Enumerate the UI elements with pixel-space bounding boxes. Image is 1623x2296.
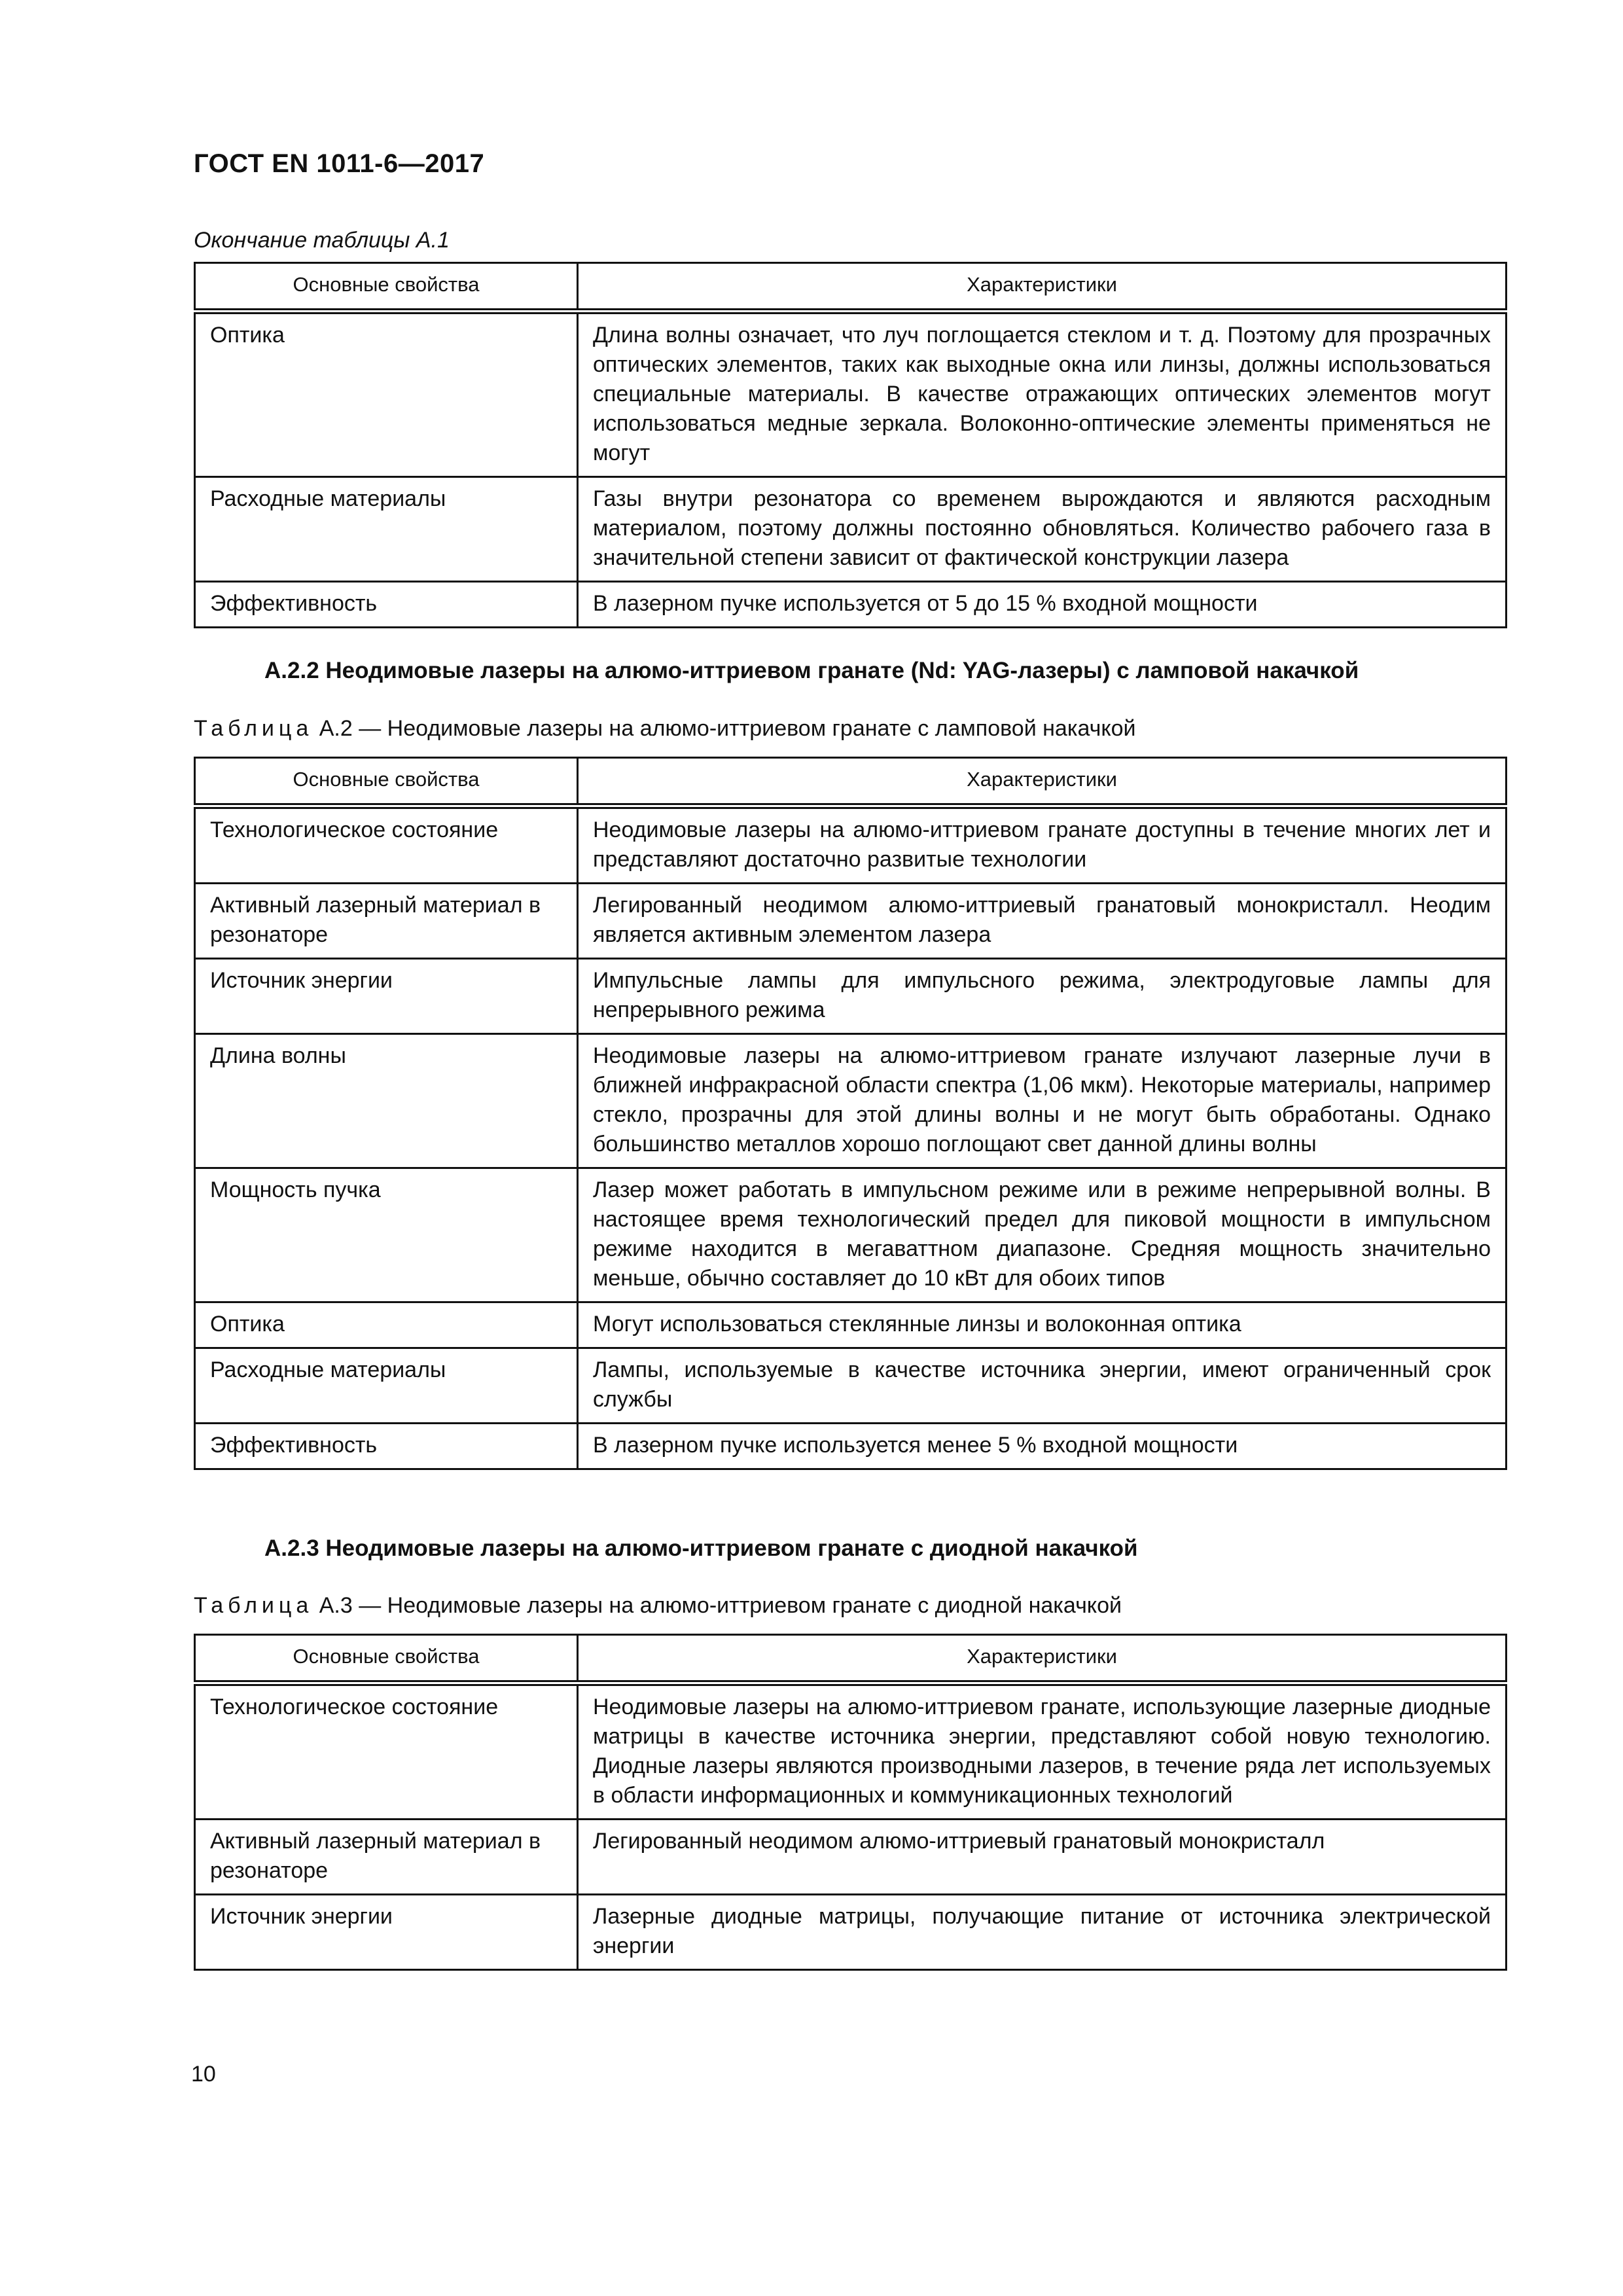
table-row: [195, 959, 1507, 1034]
table-a2: [194, 757, 1507, 1470]
column-header-characteristics: Характеристики: [578, 1635, 1507, 1683]
document-header: ГОСТ EN 1011-6—2017: [194, 149, 485, 178]
table-caption-prefix: Таблица: [194, 716, 313, 741]
table-row: [195, 806, 1507, 884]
column-header-characteristics: Характеристики: [578, 758, 1507, 806]
description-cell: Импульсные лампы для импульсного режима, электродуговые лампы для непрерывного режима: [578, 959, 1507, 1034]
table-a3: [194, 1634, 1507, 1971]
property-cell: Активный лазерный материал в резонаторе: [195, 1820, 578, 1895]
table-row: [195, 312, 1507, 477]
property-cell: Эффективность: [195, 582, 578, 628]
description-cell: Легированный неодимом алюмо-иттриевый гранатовый монокристалл: [578, 1820, 1507, 1895]
description-cell: Газы внутри резонатора со временем вырождаются и являются расходным материалом, поэтому должны постоянно обновляться. Количество рабочего газа в значительной степени зависит от фактической конструкции лазера: [578, 477, 1507, 582]
property-cell: Технологическое состояние: [195, 1683, 578, 1820]
table-row: [195, 884, 1507, 959]
section-heading-a23: А.2.3 Неодимовые лазеры на алюмо-иттриевом гранате с диодной накачкой: [264, 1535, 1138, 1561]
property-cell: Оптика: [195, 312, 578, 477]
table-row: [195, 1895, 1507, 1970]
table-row: [195, 1302, 1507, 1348]
page-number: 10: [191, 2062, 216, 2087]
description-cell: Неодимовые лазеры на алюмо-иттриевом гранате, использующие лазерные диодные матрицы в качестве источника энергии, представляют собой новую технологию. Диодные лазеры являются производными лазеров, в течение ряда лет используемых в области информационных и коммуникационных технологий: [578, 1683, 1507, 1820]
description-cell: Лампы, используемые в качестве источника энергии, имеют ограниченный срок службы: [578, 1348, 1507, 1424]
property-cell: Мощность пучка: [195, 1168, 578, 1302]
description-cell: Длина волны означает, что луч поглощается стеклом и т. д. Поэтому для прозрачных оптических элементов, таких как выходные окна или линзы, должны использоваться специальные материалы. В качестве отражающих оптических элементов могут использоваться медные зеркала. Волоконно-оптические элементы применяться не могут: [578, 312, 1507, 477]
description-cell: Неодимовые лазеры на алюмо-иттриевом гранате доступны в течение многих лет и представляют достаточно развитые технологии: [578, 806, 1507, 884]
table-caption-text: А.3 — Неодимовые лазеры на алюмо-иттриевом гранате с диодной накачкой: [313, 1593, 1122, 1618]
table-row: [195, 1168, 1507, 1302]
table-a3-caption: [194, 1593, 1122, 1619]
table-row: [195, 477, 1507, 582]
property-cell: Технологическое состояние: [195, 806, 578, 884]
description-cell: Легированный неодимом алюмо-иттриевый гранатовый монокристалл. Неодим является активным элементом лазера: [578, 884, 1507, 959]
property-cell: Источник энергии: [195, 959, 578, 1034]
column-header-characteristics: Характеристики: [578, 263, 1507, 312]
property-cell: Оптика: [195, 1302, 578, 1348]
property-cell: Активный лазерный материал в резонаторе: [195, 884, 578, 959]
description-cell: Лазер может работать в импульсном режиме или в режиме непрерывной волны. В настоящее время технологический предел для пиковой мощности в импульсном режиме находится в мегаваттном диапазоне. Средняя мощность значительно меньше, обычно составляет до 10 кВт для обоих типов: [578, 1168, 1507, 1302]
property-cell: Расходные материалы: [195, 1348, 578, 1424]
property-cell: Эффективность: [195, 1424, 578, 1469]
property-cell: Расходные материалы: [195, 477, 578, 582]
description-cell: Лазерные диодные матрицы, получающие питание от источника электрической энергии: [578, 1895, 1507, 1970]
table-row: [195, 1820, 1507, 1895]
description-cell: В лазерном пучке используется менее 5 % входной мощности: [578, 1424, 1507, 1469]
table-a1-caption: Окончание таблицы А.1: [194, 228, 450, 253]
table-row: [195, 1683, 1507, 1820]
table-caption-prefix: Таблица: [194, 1593, 313, 1618]
property-cell: Источник энергии: [195, 1895, 578, 1970]
column-header-properties: Основные свойства: [195, 758, 578, 806]
description-cell: Неодимовые лазеры на алюмо-иттриевом гранате излучают лазерные лучи в ближней инфракрасной области спектра (1,06 мкм). Некоторые материалы, например стекло, прозрачны для этой длины волны и не могут быть обработаны. Однако большинство металлов хорошо поглощают свет данной длины волны: [578, 1034, 1507, 1168]
column-header-properties: Основные свойства: [195, 263, 578, 312]
table-caption-text: А.2 — Неодимовые лазеры на алюмо-иттриевом гранате с ламповой накачкой: [313, 716, 1136, 741]
table-row: [195, 1348, 1507, 1424]
table-row: [195, 582, 1507, 628]
column-header-properties: Основные свойства: [195, 1635, 578, 1683]
description-cell: В лазерном пучке используется от 5 до 15 % входной мощности: [578, 582, 1507, 628]
table-row: [195, 1424, 1507, 1469]
section-heading-a22: А.2.2 Неодимовые лазеры на алюмо-иттриевом гранате (Nd: YAG-лазеры) с ламповой накачкой: [264, 658, 1359, 683]
table-a1: [194, 262, 1507, 628]
table-row: [195, 1034, 1507, 1168]
property-cell: Длина волны: [195, 1034, 578, 1168]
table-a2-caption: [194, 716, 1135, 742]
description-cell: Могут использоваться стеклянные линзы и волоконная оптика: [578, 1302, 1507, 1348]
